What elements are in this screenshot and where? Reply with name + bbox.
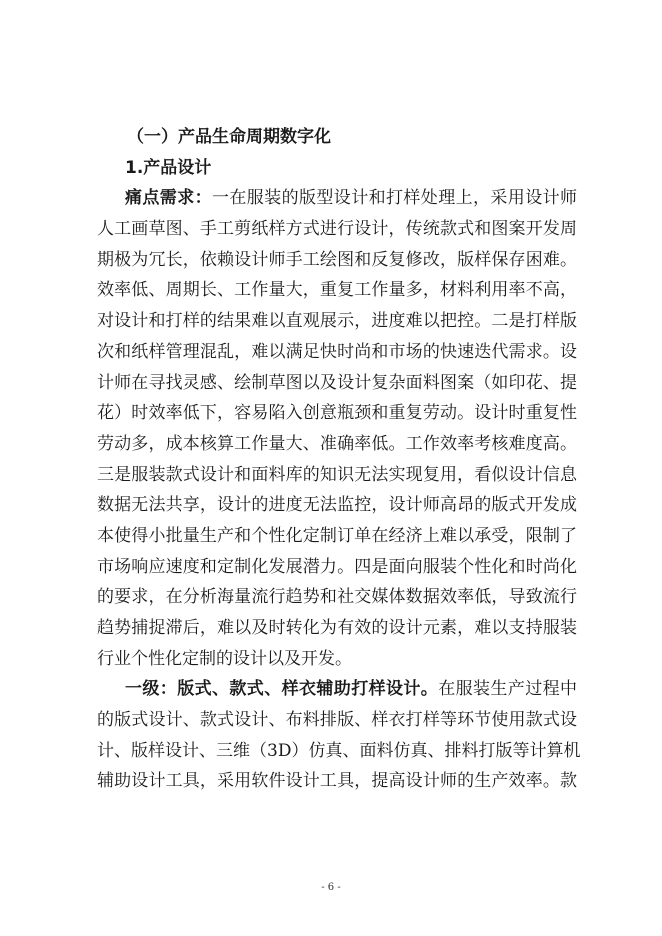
lead-bold: 痛点需求： [125, 188, 212, 209]
paragraph-line: 人工画草图、手工剪纸样方式进行设计，传统款式和图案开发周 [97, 219, 577, 240]
section-heading: （一）产品生命周期数字化 [127, 127, 331, 147]
paragraph-line: 对设计和打样的结果难以直观展示，进度难以把控。二是打样版 [97, 311, 577, 332]
subheading: 1.产品设计 [125, 157, 212, 178]
paragraph-line: 计师在寻找灵感、绘制草图以及设计复杂面料图案（如印花、提 [97, 372, 577, 393]
paragraph-line: 趋势捕捉滞后，难以及时转化为有效的设计元素，难以支持服装 [97, 618, 577, 638]
paragraph-line: 行业个性化定制的设计以及开发。 [97, 648, 352, 669]
paragraph-line: 三是服装款式设计和面料库的知识无法实现复用，看似设计信息 [97, 464, 577, 485]
line-text: 一在服装的版型设计和打样处理上，采用设计师 [212, 188, 577, 209]
line-text: 在服装生产过程中 [438, 679, 578, 700]
paragraph-line: 次和纸样管理混乱，难以满足快时尚和市场的快速迭代需求。设 [97, 341, 577, 362]
paragraph-line: 劳动多，成本核算工作量大、准确率低。工作效率考核难度高。 [97, 433, 577, 454]
paragraph-line: 辅助设计工具，采用软件设计工具，提高设计师的生产效率。款 [97, 771, 577, 792]
page-number: - 6 - [321, 882, 341, 893]
paragraph-line: 效率低、周期长、工作量大，重复工作量多，材料利用率不高， [97, 280, 577, 301]
paragraph-line: 花）时效率低下，容易陷入创意瓶颈和重复劳动。设计时重复性 [97, 403, 577, 424]
paragraph-line: 数据无法共享，设计的进度无法监控，设计师高昂的版式开发成 [97, 495, 577, 516]
paragraph-line [97, 183, 577, 214]
paragraph-pain-points [97, 183, 577, 674]
lead-bold: 一级：版式、款式、样衣辅助打样设计。 [125, 679, 439, 700]
paragraph-line: 本使得小批量生产和个性化定制订单在经济上难以承受，限制了 [97, 525, 577, 546]
paragraph-line [97, 674, 577, 705]
paragraph-line: 市场响应速度和定制化发展潜力。四是面向服装个性化和时尚化 [97, 556, 577, 577]
paragraph-line: 的要求，在分析海量流行趋势和社交媒体数据效率低，导致流行 [97, 587, 577, 608]
paragraph-line: 计、版样设计、三维（3D）仿真、面料仿真、排料打版等计算机 [97, 740, 581, 761]
paragraph-line: 的版式设计、款式设计、布料排版、样衣打样等环节使用款式设 [97, 710, 577, 731]
document-body [97, 122, 581, 797]
paragraph-level-one [97, 674, 581, 797]
paragraph-line: 期极为冗长，依赖设计师手工绘图和反复修改，版样保存困难。 [97, 249, 577, 270]
